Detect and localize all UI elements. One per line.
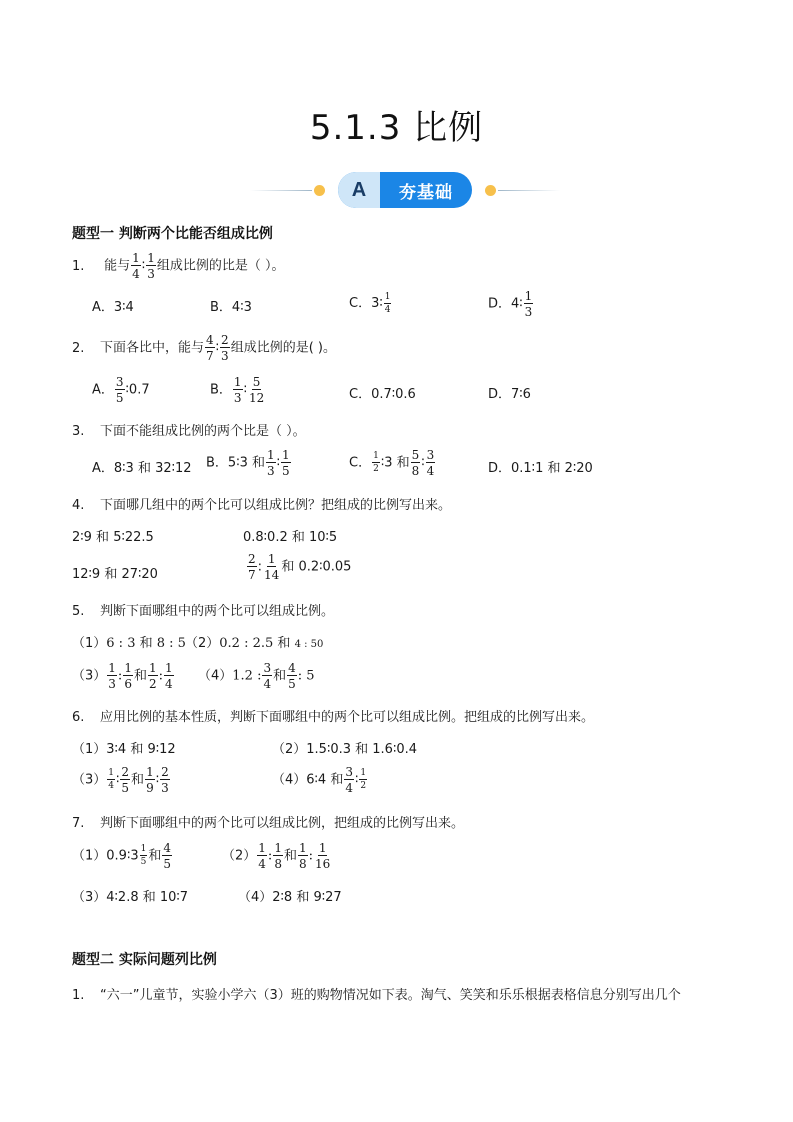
- banner-pill: [338, 172, 472, 208]
- part-1: （1）0.9∶3 $\frac{1}{5}$ 和 $\frac{4}{5}$: [72, 841, 171, 871]
- fraction: $\frac{1}{5}$: [282, 448, 290, 478]
- fraction: $\frac{2}{3}$: [221, 333, 229, 363]
- fraction: $\frac{1}{9}$: [146, 765, 154, 795]
- part-2: （2）1.5∶0.3 和 1.6∶0.4: [272, 742, 417, 757]
- fraction: $\frac{1}{8}$: [274, 841, 282, 871]
- option-b: B． $\frac{1}{3}$ ∶ $\frac{5}{12}$: [210, 375, 265, 405]
- fraction: $\frac{1}{4}$: [108, 768, 115, 791]
- part-3: （3） $\frac{1}{3}$ : $\frac{1}{6}$ 和 $\frac{1}{2}$ : $\frac{1}{4}$: [72, 661, 173, 691]
- fraction: $\frac{1}{3}$: [147, 251, 155, 281]
- option-a: A． $\frac{3}{5}$ ∶0.7: [92, 375, 150, 405]
- banner-dot-right: [485, 185, 496, 196]
- banner-dot-left: [314, 185, 325, 196]
- option-d: D．4∶ $\frac{1}{3}$: [488, 289, 533, 319]
- banner-line-right: [498, 190, 560, 191]
- page-title: 5.1.3 比例: [309, 108, 484, 148]
- fraction: $\frac{1}{3}$: [233, 375, 242, 405]
- question-5: 5. 判断下面哪组中的两个比可以组成比例。: [72, 604, 335, 619]
- fraction: $\frac{3}{4}$: [426, 448, 435, 478]
- option-d: D．7∶6: [488, 387, 531, 402]
- question-4: 4. 下面哪几组中的两个比可以组成比例？把组成的比例写出来。: [72, 498, 452, 513]
- fraction: $\frac{4}{7}$: [206, 333, 214, 363]
- banner-label: 夯基础: [399, 182, 453, 203]
- fraction: $\frac{2}{3}$: [161, 765, 169, 795]
- option-d: D．0.1∶1 和 2∶20: [488, 461, 593, 476]
- fraction: $\frac{1}{4}$: [132, 251, 140, 281]
- fraction: $\frac{1}{16}$: [315, 841, 331, 871]
- section-heading: 题型一 判断两个比能否组成比例: [72, 226, 273, 242]
- banner-line-left: [250, 190, 312, 191]
- question-6: 6. 应用比例的基本性质，判断下面哪组中的两个比可以组成比例。把组成的比例写出来。: [72, 710, 595, 725]
- part-3: （3）4∶2.8 和 10∶7: [72, 890, 189, 905]
- fraction: $\frac{2}{7}$: [248, 552, 256, 582]
- question-2: 2. 下面各比中，能与 $\frac{4}{7}$ ∶ $\frac{2}{3}$ 组成比例的是( )。: [72, 333, 336, 363]
- fraction: $\frac{1}{8}$: [298, 841, 307, 871]
- fraction: $\frac{5}{12}$: [248, 375, 265, 405]
- fraction: $\frac{4}{5}$: [163, 841, 171, 871]
- fraction: $\frac{4}{5}$: [288, 661, 296, 691]
- pair-2: 0.8∶0.2 和 10∶5: [243, 530, 338, 545]
- option-c: C． $\frac{1}{2}$ ∶3 和 $\frac{5}{8}$ ∶ $\frac{3}{4}$: [349, 448, 435, 478]
- question-7: 7. 判断下面哪组中的两个比可以组成比例，把组成的比例写出来。: [72, 816, 465, 831]
- section-heading: 题型二 实际问题列比例: [72, 952, 217, 968]
- fraction: $\frac{1}{4}$: [165, 661, 173, 691]
- fraction: $\frac{1}{6}$: [124, 661, 132, 691]
- fraction: $\frac{3}{5}$: [115, 375, 124, 405]
- fraction: $\frac{1}{2}$: [360, 768, 367, 791]
- option-b: B．5∶3 和 $\frac{1}{3}$ ∶ $\frac{1}{5}$: [206, 448, 290, 478]
- option-a: A．3∶4: [92, 300, 134, 315]
- option-b: B．4∶3: [210, 300, 252, 315]
- fraction: $\frac{3}{4}$: [345, 765, 353, 795]
- fraction: $\frac{2}{5}$: [121, 765, 130, 795]
- part-2: （2）0.2 : 2.5 和 4 : 50: [185, 636, 324, 651]
- pair-1: 2∶9 和 5∶22.5: [72, 530, 154, 545]
- fraction: $\frac{1}{2}$: [148, 661, 157, 691]
- fraction: $\frac{1}{4}$: [384, 291, 391, 315]
- fraction: $\frac{1}{3}$: [266, 448, 275, 478]
- part-1: （1）6 : 3 和 8 : 5: [72, 636, 186, 651]
- question-1: 1. 能与 $\frac{1}{4}$ ∶ $\frac{1}{3}$ 组成比例的比是（ ）。: [72, 251, 285, 281]
- part-3: （3） $\frac{1}{4}$ ∶ $\frac{2}{5}$ 和 $\frac{1}{9}$ ∶ $\frac{2}{3}$: [72, 765, 169, 795]
- question-3: 3. 下面不能组成比例的两个比是（ ）。: [72, 424, 306, 439]
- fraction: $\frac{1}{4}$: [258, 841, 266, 871]
- fraction: $\frac{1}{5}$: [140, 844, 147, 867]
- banner-letter: A: [338, 172, 380, 208]
- option-c: C．0.7∶0.6: [349, 387, 416, 402]
- part-2: （2） $\frac{1}{4}$ : $\frac{1}{8}$ 和 $\frac{1}{8}$ : $\frac{1}{16}$: [222, 841, 331, 871]
- fraction: $\frac{3}{4}$: [263, 661, 272, 691]
- part-4: （4）1.2 : $\frac{3}{4}$ 和 $\frac{4}{5}$ : 5: [198, 661, 315, 691]
- part-1: （1）3∶4 和 9∶12: [72, 742, 176, 757]
- section-banner: [250, 170, 560, 210]
- fraction: $\frac{1}{2}$: [373, 451, 379, 474]
- question-1: 1. “六一”儿童节，实验小学六（3）班的购物情况如下表。淘气、笑笑和乐乐根据表格信息分别写出几个: [72, 988, 681, 1003]
- option-a: A．8∶3 和 32∶12: [92, 461, 192, 476]
- fraction: $\frac{1}{3}$: [524, 289, 533, 319]
- part-4: （4）6∶4 和 $\frac{3}{4}$ ∶ $\frac{1}{2}$: [272, 765, 367, 795]
- pair-3: 12∶9 和 27∶20: [72, 567, 158, 582]
- fraction: $\frac{5}{8}$: [411, 448, 420, 478]
- pair-4: $\frac{2}{7}$ : $\frac{1}{14}$ 和 0.2∶0.05: [248, 552, 352, 582]
- part-4: （4）2∶8 和 9∶27: [238, 890, 342, 905]
- fraction: $\frac{1}{3}$: [108, 661, 116, 691]
- fraction: $\frac{1}{14}$: [264, 552, 280, 582]
- option-c: C．3∶ $\frac{1}{4}$: [349, 291, 391, 315]
